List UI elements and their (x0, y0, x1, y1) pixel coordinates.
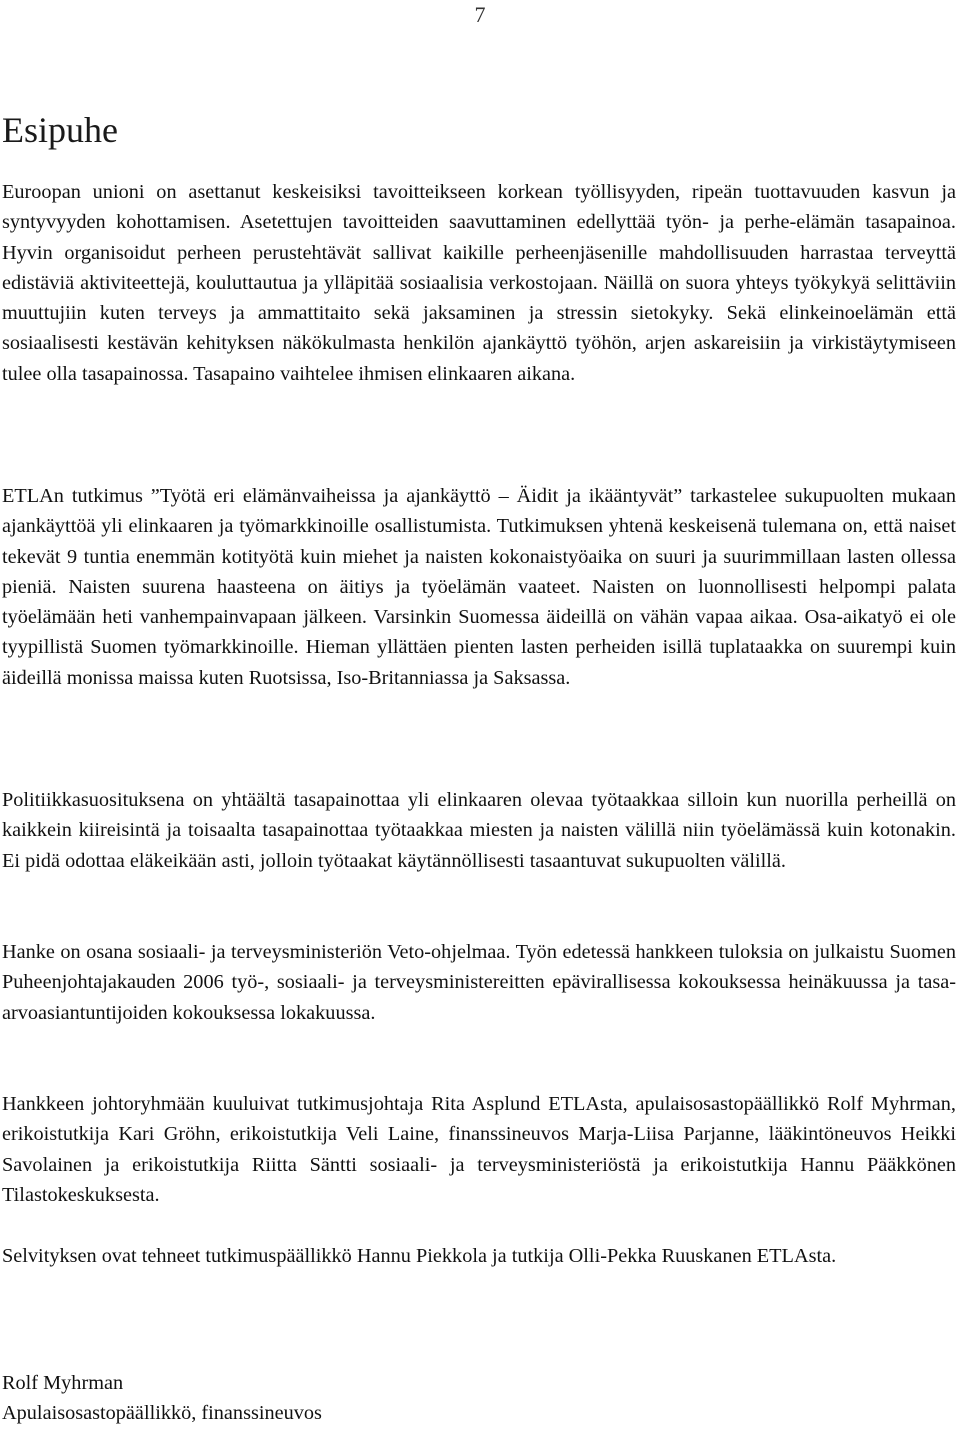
paragraph-project: Hanke on osana sosiaali- ja terveysministeriön Veto-ohjelmaa. Työn edetessä hankkeen tuloksia on julkaistu Suomen Puheenjohtajakauden 2006 työ-, sosiaali- ja terveysministereitten epävirallisessa kokouksessa heinäkuussa ja tasa-arvoasiantuntijoiden kokouksessa lokakuussa. (2, 941, 956, 1024)
page-title: Esipuhe (2, 110, 118, 150)
paragraph-study: ETLAn tutkimus ”Työtä eri elämänvaiheissa ja ajankäyttö – Äidit ja ikääntyvät” tarkastelee sukupuolten mukaan ajankäyttöä yli elinkaaren ja työmarkkinoille osallistumista. Tutkimuksen yhtenä keskeisenä tulemana on, että naiset tekevät 9 tuntia enemmän kotityötä kuin miehet ja naisten kokonaistyöaika on suuri ja suurimmillaan lasten ollessa pieniä. Naisten suurena haasteena on äitiys ja työelämän vaateet. Naisten on luonnollisesti helpompi palata työelämään heti vanhempainvapaan jälkeen. Varsinkin Suomessa äideillä on vähän vapaa aikaa. Osa-aikatyö ei ole tyypillistä Suomen työmarkkinoille. Hieman yllättäen pienten lasten perheiden isillä tuplataakka on suurempi kuin äideillä monissa maissa kuten Ruotsissa, Iso-Britanniassa ja Saksassa. (2, 485, 956, 689)
signature-block (2, 1368, 322, 1428)
page-number: 7 (474, 2, 486, 27)
paragraph-steering-group: Hankkeen johtoryhmään kuuluivat tutkimusjohtaja Rita Asplund ETLAsta, apulaisosastopäällikkö Rolf Myhrman, erikoistutkija Kari Gröhn, erikoistutkija Veli Laine, finanssineuvos Marja-Liisa Parjanne, lääkintöneuvos Heikki Savolainen ja erikoistutkija Riitta Säntti sosiaali- ja terveysministeriöstä ja erikoistutkija Hannu Pääkkönen Tilastokeskuksesta. (2, 1093, 956, 1206)
paragraph-policy: Politiikkasuosituksena on yhtäältä tasapainottaa yli elinkaaren olevaa työtaakkaa silloin kun nuorilla perheillä on kaikkein kiireisintä ja toisaalta tasapainottaa työtaakkaa miesten ja naisten välillä niin työelämässä kuin kotonakin. Ei pidä odottaa eläkeikään asti, jolloin työtaakat käytännöllisesti tasaantuvat sukupuolten välillä. (2, 789, 956, 872)
paragraph-authors: Selvityksen ovat tehneet tutkimuspäällikkö Hannu Piekkola ja tutkija Olli-Pekka Ruuskanen ETLAsta. (2, 1245, 837, 1267)
paragraph-intro: Euroopan unioni on asettanut keskeisiksi tavoitteikseen korkean työllisyyden, ripeän tuottavuuden kasvun ja syntyvyyden kohottamisen. Asetettujen tavoitteiden saavuttaminen edellyttää työn- ja perhe-elämän tasapainoa. Hyvin organisoidut perheen perustehtävät sallivat kaikille perheenjäsenille mahdollisuuden harrastaa terveyttä edistäviä aktiviteettejä, kouluttautua ja ylläpitää sosiaalisia verkostojaan. Näillä on suora yhteys työkykyä selittäviin muuttujiin kuten terveys ja ammattitaito sekä jaksaminen ja stressin sietokyky. Sekä elinkeinoelämän että sosiaalisesti kestävän kehityksen näkökulmasta henkilön ajankäyttö työhön, arjen askareisiin ja virkistäytymiseen tulee olla tasapainossa. Tasapaino vaihtelee ihmisen elinkaaren aikana. (2, 181, 956, 385)
signature-name: Rolf Myhrman (2, 1372, 124, 1394)
signature-position: Apulaisosastopäällikkö, finanssineuvos (2, 1402, 322, 1424)
